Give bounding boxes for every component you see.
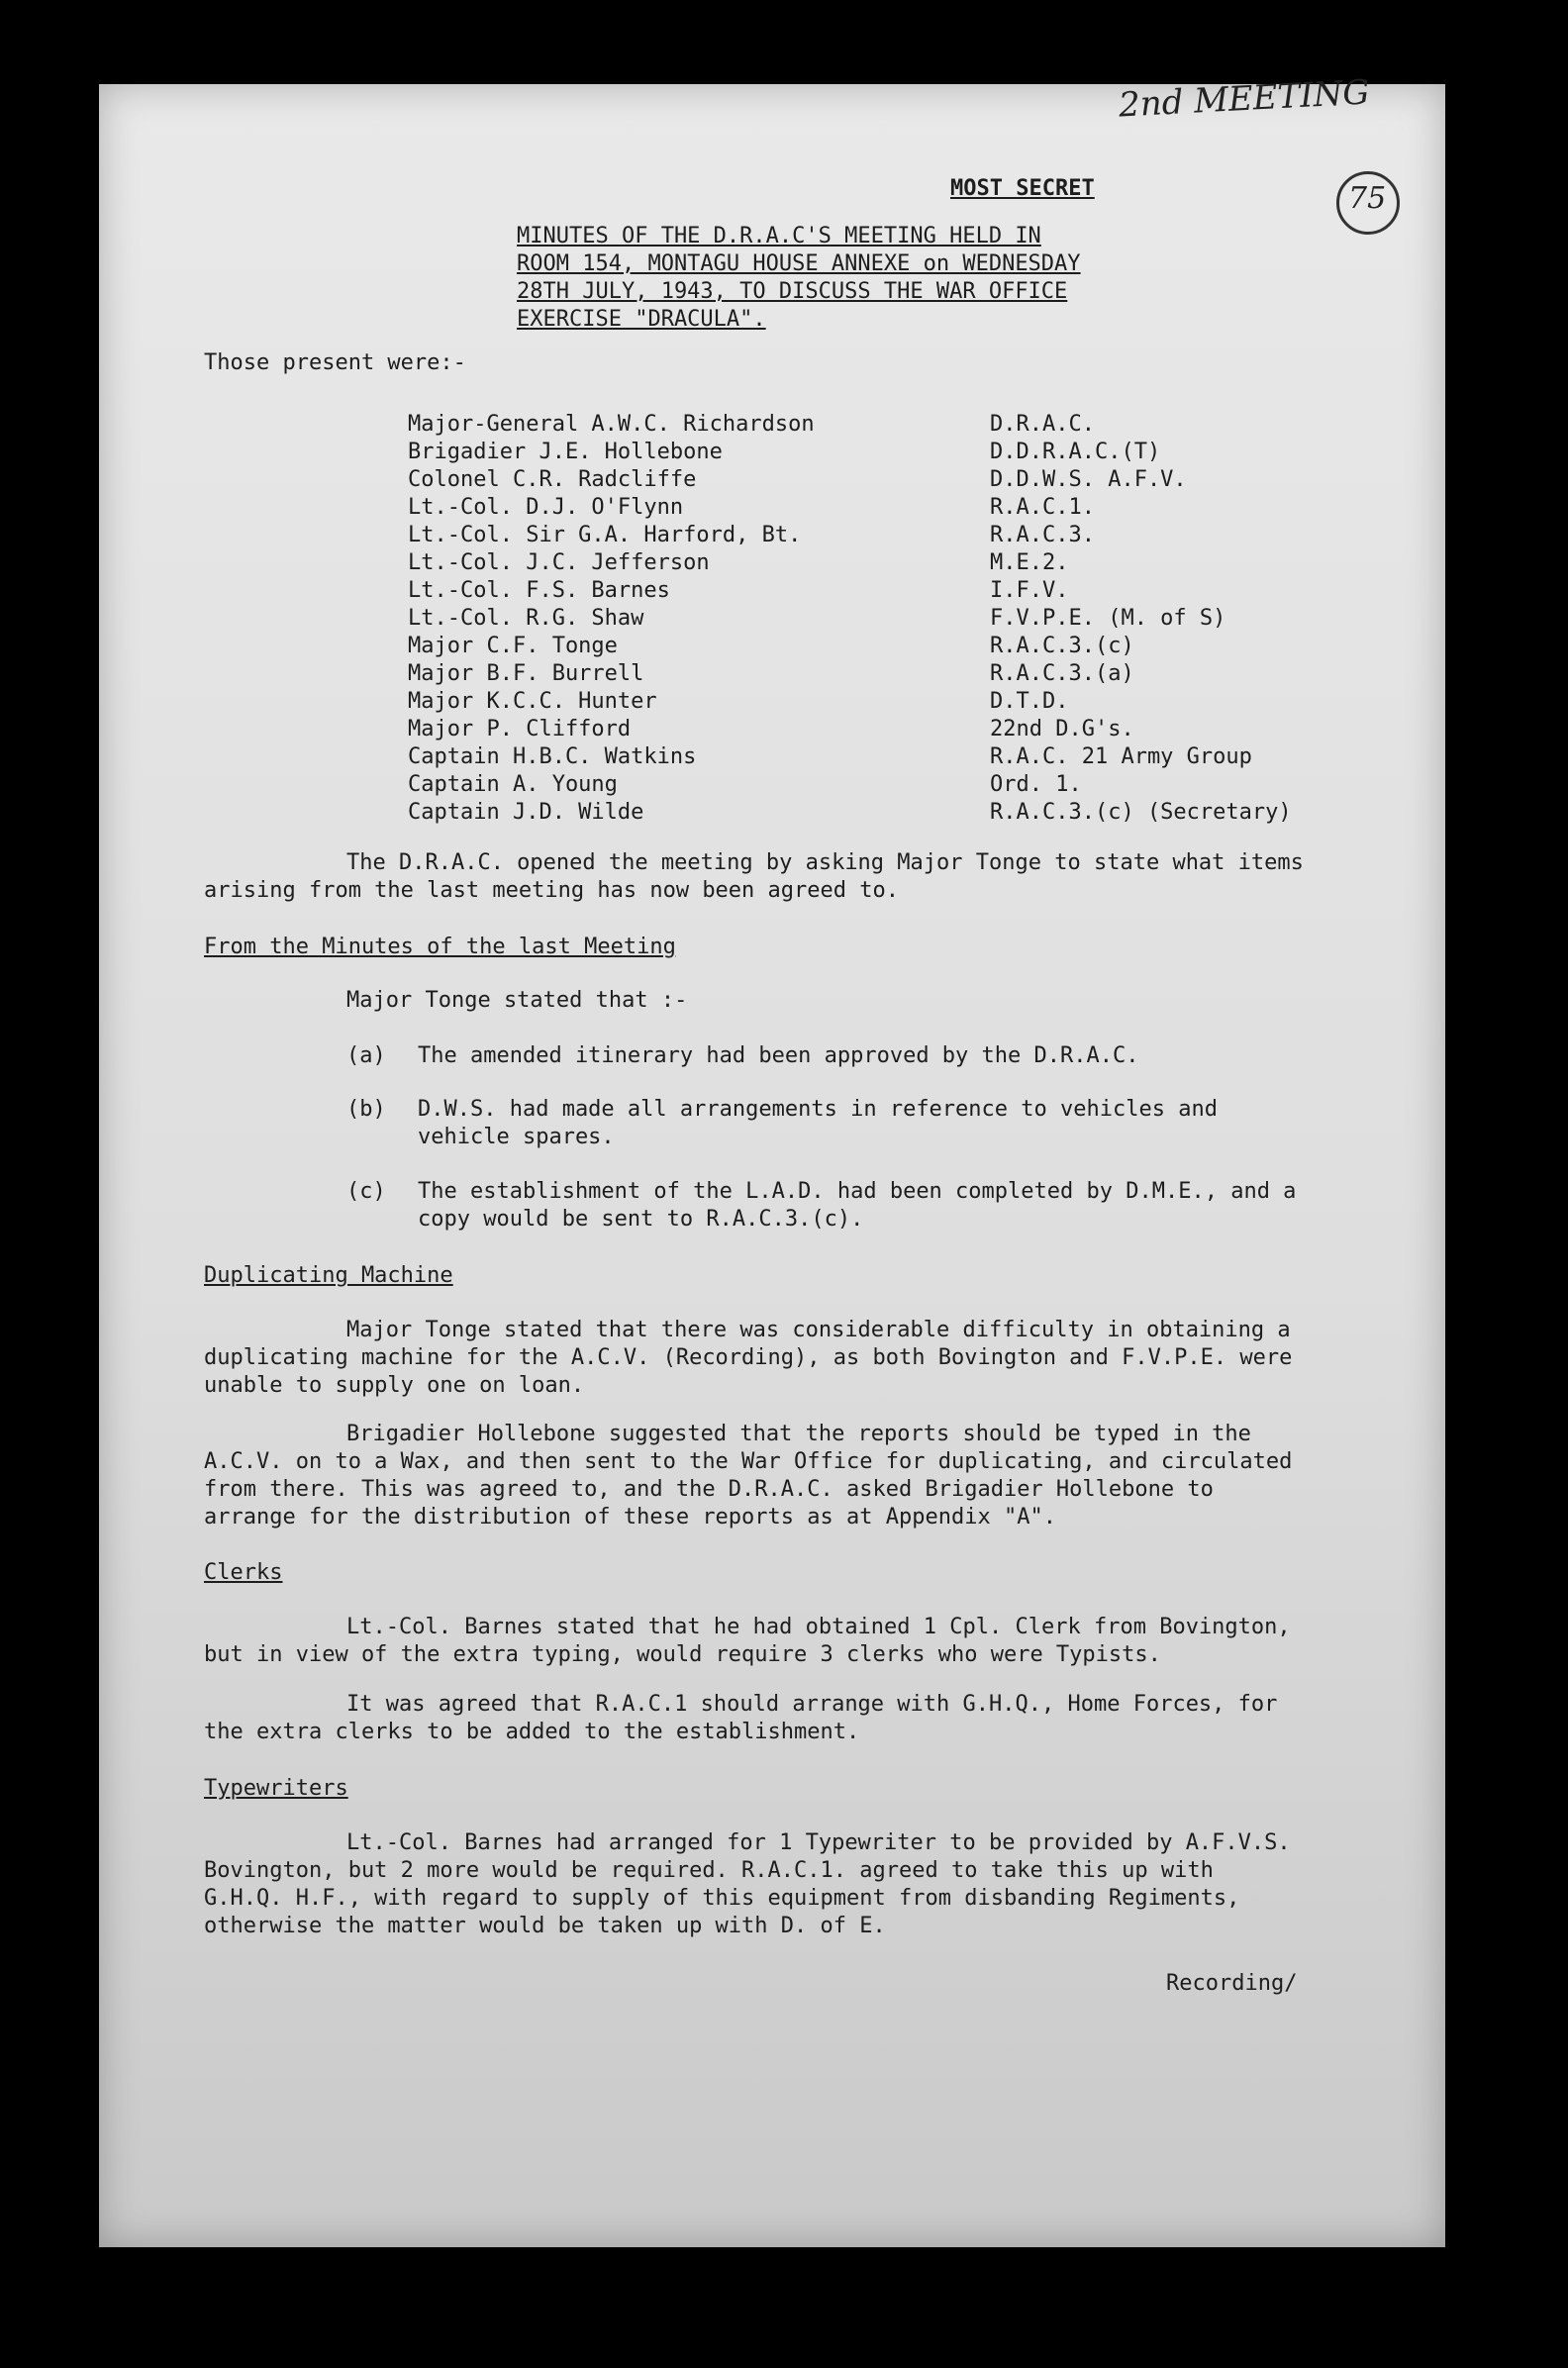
attendee-role: F.V.P.E. (M. of S) (990, 606, 1226, 631)
item-text: copy would be sent to R.A.C.3.(c). (418, 1207, 864, 1232)
section-heading-duplicating: Duplicating Machine (204, 1263, 453, 1288)
duplicating-p2-line: from there. This was agreed to, and the D.R.A.C. asked Brigadier Hollebone to (204, 1477, 1214, 1502)
attendee-role: Ord. 1. (990, 772, 1082, 797)
item-label: (c) (346, 1179, 386, 1204)
present-intro: Those present were:- (204, 350, 466, 375)
clerks-p2-line: It was agreed that R.A.C.1 should arrange with G.H.Q., Home Forces, for (346, 1692, 1278, 1717)
classification-label: MOST SECRET (950, 176, 1095, 201)
attendee-name: Captain A. Young (408, 772, 618, 797)
section-heading-clerks: Clerks (204, 1560, 283, 1585)
item-text: D.W.S. had made all arrangements in reference to vehicles and (418, 1097, 1218, 1122)
catchword: Recording/ (1166, 1971, 1298, 1996)
duplicating-p2-line: A.C.V. on to a Wax, and then sent to the War Office for duplicating, and circulated (204, 1449, 1293, 1474)
attendee-name: Lt.-Col. D.J. O'Flynn (408, 495, 684, 520)
title-line-1: MINUTES OF THE D.R.A.C'S MEETING HELD IN (517, 224, 1041, 248)
opening-line-2: arising from the last meeting has now been agreed to. (204, 878, 899, 903)
section-heading-minutes: From the Minutes of the last Meeting (204, 935, 676, 959)
attendee-role: D.T.D. (990, 689, 1069, 714)
typewriters-p1-line: Bovington, but 2 more would be required. R.A.C.1. agreed to take this up with (204, 1858, 1214, 1883)
title-line-2: ROOM 154, MONTAGU HOUSE ANNEXE on WEDNESDAY (517, 251, 1081, 276)
attendee-name: Brigadier J.E. Hollebone (408, 440, 723, 464)
duplicating-p1-line: Major Tonge stated that there was considerable difficulty in obtaining a (346, 1318, 1291, 1342)
attendee-role: R.A.C. 21 Army Group (990, 744, 1252, 769)
attendee-name: Colonel C.R. Radcliffe (408, 467, 697, 492)
typewriters-p1-line: Lt.-Col. Barnes had arranged for 1 Typewriter to be provided by A.F.V.S. (346, 1830, 1291, 1855)
attendee-role: R.A.C.3.(c) (Secretary) (990, 800, 1292, 825)
clerks-p1-line: but in view of the extra typing, would require 3 clerks who were Typists. (204, 1642, 1161, 1667)
attendee-name: Captain J.D. Wilde (408, 800, 644, 825)
opening-line-1: The D.R.A.C. opened the meeting by asking Major Tonge to state what items (346, 850, 1304, 875)
duplicating-p1-line: duplicating machine for the A.C.V. (Recording), as both Bovington and F.V.P.E. were (204, 1345, 1293, 1370)
attendee-name: Lt.-Col. F.S. Barnes (408, 578, 670, 603)
handwritten-page-number: 75 (1348, 181, 1387, 216)
minutes-intro: Major Tonge stated that :- (346, 988, 688, 1013)
clerks-p2-line: the extra clerks to be added to the establishment. (204, 1720, 860, 1744)
title-line-3: 28TH JULY, 1943, TO DISCUSS THE WAR OFFICE (517, 279, 1068, 304)
item-label: (a) (346, 1043, 386, 1068)
attendee-name: Major-General A.W.C. Richardson (408, 412, 815, 437)
item-label: (b) (346, 1097, 386, 1122)
attendee-name: Major C.F. Tonge (408, 634, 618, 658)
title-line-4: EXERCISE "DRACULA". (517, 307, 766, 332)
section-heading-typewriters: Typewriters (204, 1776, 348, 1801)
attendee-role: R.A.C.3.(a) (990, 661, 1134, 686)
clerks-p1-line: Lt.-Col. Barnes stated that he had obtained 1 Cpl. Clerk from Bovington, (346, 1615, 1291, 1639)
attendee-role: 22nd D.G's. (990, 717, 1134, 741)
attendee-role: M.E.2. (990, 550, 1069, 575)
attendee-role: R.A.C.3.(c) (990, 634, 1134, 658)
attendee-role: R.A.C.3. (990, 523, 1095, 547)
attendee-role: D.D.R.A.C.(T) (990, 440, 1161, 464)
attendee-name: Major K.C.C. Hunter (408, 689, 657, 714)
item-text: The establishment of the L.A.D. had been completed by D.M.E., and a (418, 1179, 1297, 1204)
duplicating-p1-line: unable to supply one on loan. (204, 1373, 585, 1398)
attendee-role: I.F.V. (990, 578, 1069, 603)
attendee-role: R.A.C.1. (990, 495, 1095, 520)
attendee-name: Lt.-Col. Sir G.A. Harford, Bt. (408, 523, 802, 547)
item-text: vehicle spares. (418, 1125, 615, 1149)
document-page (99, 72, 1445, 2247)
attendee-name: Captain H.B.C. Watkins (408, 744, 697, 769)
attendee-role: D.D.W.S. A.F.V. (990, 467, 1187, 492)
attendee-name: Lt.-Col. J.C. Jefferson (408, 550, 710, 575)
typewriters-p1-line: otherwise the matter would be taken up with D. of E. (204, 1914, 886, 1938)
item-text: The amended itinerary had been approved by the D.R.A.C. (418, 1043, 1139, 1068)
attendee-name: Lt.-Col. R.G. Shaw (408, 606, 644, 631)
duplicating-p2-line: arrange for the distribution of these reports as at Appendix "A". (204, 1505, 1056, 1529)
handwritten-meeting-note: 2nd MEETING (1118, 72, 1371, 126)
attendee-name: Major B.F. Burrell (408, 661, 644, 686)
attendee-role: D.R.A.C. (990, 412, 1095, 437)
duplicating-p2-line: Brigadier Hollebone suggested that the reports should be typed in the (346, 1422, 1251, 1446)
typewriters-p1-line: G.H.Q. H.F., with regard to supply of this equipment from disbanding Regiments, (204, 1886, 1240, 1911)
attendee-name: Major P. Clifford (408, 717, 632, 741)
